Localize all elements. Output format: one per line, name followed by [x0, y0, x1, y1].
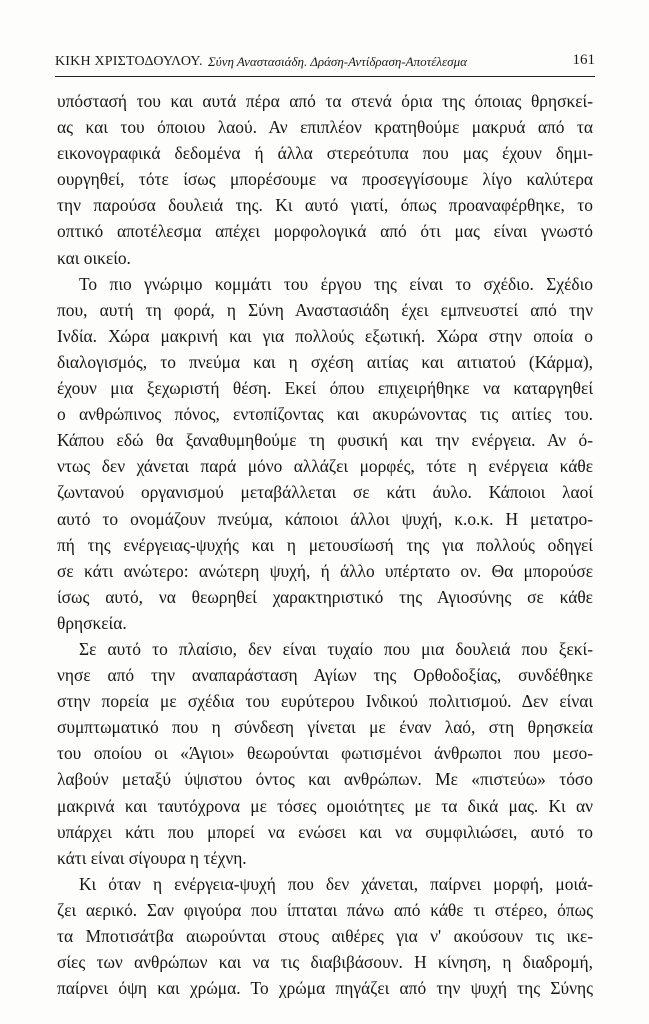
text-line: σε κάτι ανώτερο: ανώτερη ψυχή, ή άλλο υπέρτατο ον. Θα μπορούσε — [57, 560, 593, 581]
paragraph — [57, 636, 593, 871]
text-line: Κάπου εδώ θα ξαναθυμηθούμε τη φυσική και την ενέργεια. Αν ό- — [57, 430, 593, 451]
text-line: συμπτωματικό που η σύνδεση γίνεται με έναν λαό, στη θρησκεία — [57, 717, 593, 738]
text-line: οπτικό αποτέλεσμα απέχει μορφολογικά από ότι μας είναι γνωστό — [57, 221, 593, 242]
text-line: ζωντανού οργανισμού μεταβάλλεται σε κάτι άυλο. Κάποιοι λαοί — [57, 482, 593, 503]
text-line: ζει αερικό. Σαν φιγούρα που ίπταται πάνω από κάθε τι στέρεο, όπως — [57, 899, 593, 920]
paragraph — [57, 88, 593, 271]
text-line: πή της ενέργειας-ψυχής και η μετουσίωσή της για πολλούς οδηγεί — [57, 534, 593, 555]
text-line: υπάρχει κάτι που μπορεί να ενώσει και να συμφιλιώσει, αυτό το — [57, 821, 593, 842]
header-rule — [55, 76, 595, 77]
text-line: υπόστασή του και αυτά πέρα από τα στενά όρια της όποιας θρησκεί- — [57, 91, 593, 111]
text-line: Σε αυτό το πλαίσιο, δεν είναι τυχαίο που μια δουλειά που ξεκί- — [79, 638, 593, 659]
page-number: 161 — [572, 52, 595, 68]
text-line: ας και του όποιου λαού. Αν επιπλέον κρατηθούμε μακρυά από τα — [57, 117, 593, 138]
paragraph — [57, 271, 593, 636]
text-line: παίρνει όψη και χρώμα. Το χρώμα πηγάζει από την ψυχή της Σύνης — [57, 978, 593, 999]
text-line: εικονογραφικά δεδομένα ή άλλα στερεότυπα που μας έχουν δημι- — [57, 143, 593, 164]
text-line: στην πορεία με σχέδια του ευρύτερου Ινδικού πολιτισμού. Δεν είναι — [57, 691, 593, 712]
text-line: την παρούσα δουλειά της. Κι αυτό γιατί, όπως προαναφέρθηκε, το — [57, 195, 593, 216]
text-line: τα Μποτισάτβα αιωρούνται στους αιθέρες για ν' ακούσουν τις ικε- — [57, 926, 593, 946]
header-author: ΚΙΚΗ ΧΡΙΣΤΟΔΟΥΛΟΥ. — [55, 54, 203, 69]
text-line: Κι όταν η ενέργεια-ψυχή που δεν χάνεται, παίρνει μορφή, μοιά- — [79, 873, 593, 894]
text-line: σίες των ανθρώπων και να τις διαβιβάσουν. Η κίνηση, η διαδρομή, — [57, 952, 593, 973]
text-line: του οποίου οι «Άγιοι» θεωρούνται φωτισμένοι άνθρωποι που μεσο- — [57, 743, 593, 764]
paragraph — [57, 871, 593, 1001]
text-line: έχουν μια ξεχωριστή θέση. Εκεί όπου επιχειρήθηκε να καταργηθεί — [57, 378, 593, 399]
text-line: που, αυτή τη φορά, η Σύνη Αναστασιάδη έχει εμπνευστεί από την — [57, 299, 593, 320]
text-line: και οικείο. — [57, 247, 131, 268]
text-line: διαλογισμός, το πνεύμα και η σχέση αιτίας και αιτιατού (Κάρμα), — [57, 351, 593, 372]
text-line: αυτό το ονομάζουν πνεύμα, κάποιοι άλλοι ψυχή, κ.ο.κ. Η μετατρο- — [57, 508, 593, 529]
text-line: ουργηθεί, τότε ίσως μπορέσουμε να προσεγγίσουμε λίγο καλύτερα — [57, 169, 593, 190]
body-text — [57, 88, 593, 1001]
text-line: Το πιο γνώριμο κομμάτι του έργου της είναι το σχέδιο. Σχέδιο — [79, 273, 593, 294]
text-line: νησε από την αναπαράσταση Αγίων της Ορθοδοξίας, συνδέθηκε — [57, 665, 593, 686]
text-line: κάτι είναι σίγουρα η τέχνη. — [57, 847, 247, 868]
header-title: Σύνη Αναστασιάδη. Δράση-Αντίδραση-Αποτέλεσμα — [208, 54, 467, 69]
text-line: ο ανθρώπινος πόνος, εντοπίζοντας και ακυρώνοντας τις αιτίες του. — [57, 404, 593, 425]
text-line: ντως δεν χάνεται παρά μόνο αλλάζει μορφές, τότε η ενέργεια κάθε — [57, 456, 593, 477]
running-header — [55, 50, 595, 76]
text-line: ίσως αυτό, να θεωρηθεί χαρακτηριστικό της Αγιοσύνης σε κάθε — [57, 586, 593, 607]
text-line: λαβούν μεταξύ ύψιστου όντος και ανθρώπων. Με «πιστεύω» τόσο — [57, 769, 593, 790]
text-line: μακρινά και ταυτόχρονα με τόσες ομοιότητες με τα δικά μας. Κι αν — [57, 795, 593, 816]
text-line: Ινδία. Χώρα μακρινή και για πολλούς εξωτική. Χώρα στην οποία ο — [57, 325, 593, 346]
text-line: θρησκεία. — [57, 612, 127, 633]
